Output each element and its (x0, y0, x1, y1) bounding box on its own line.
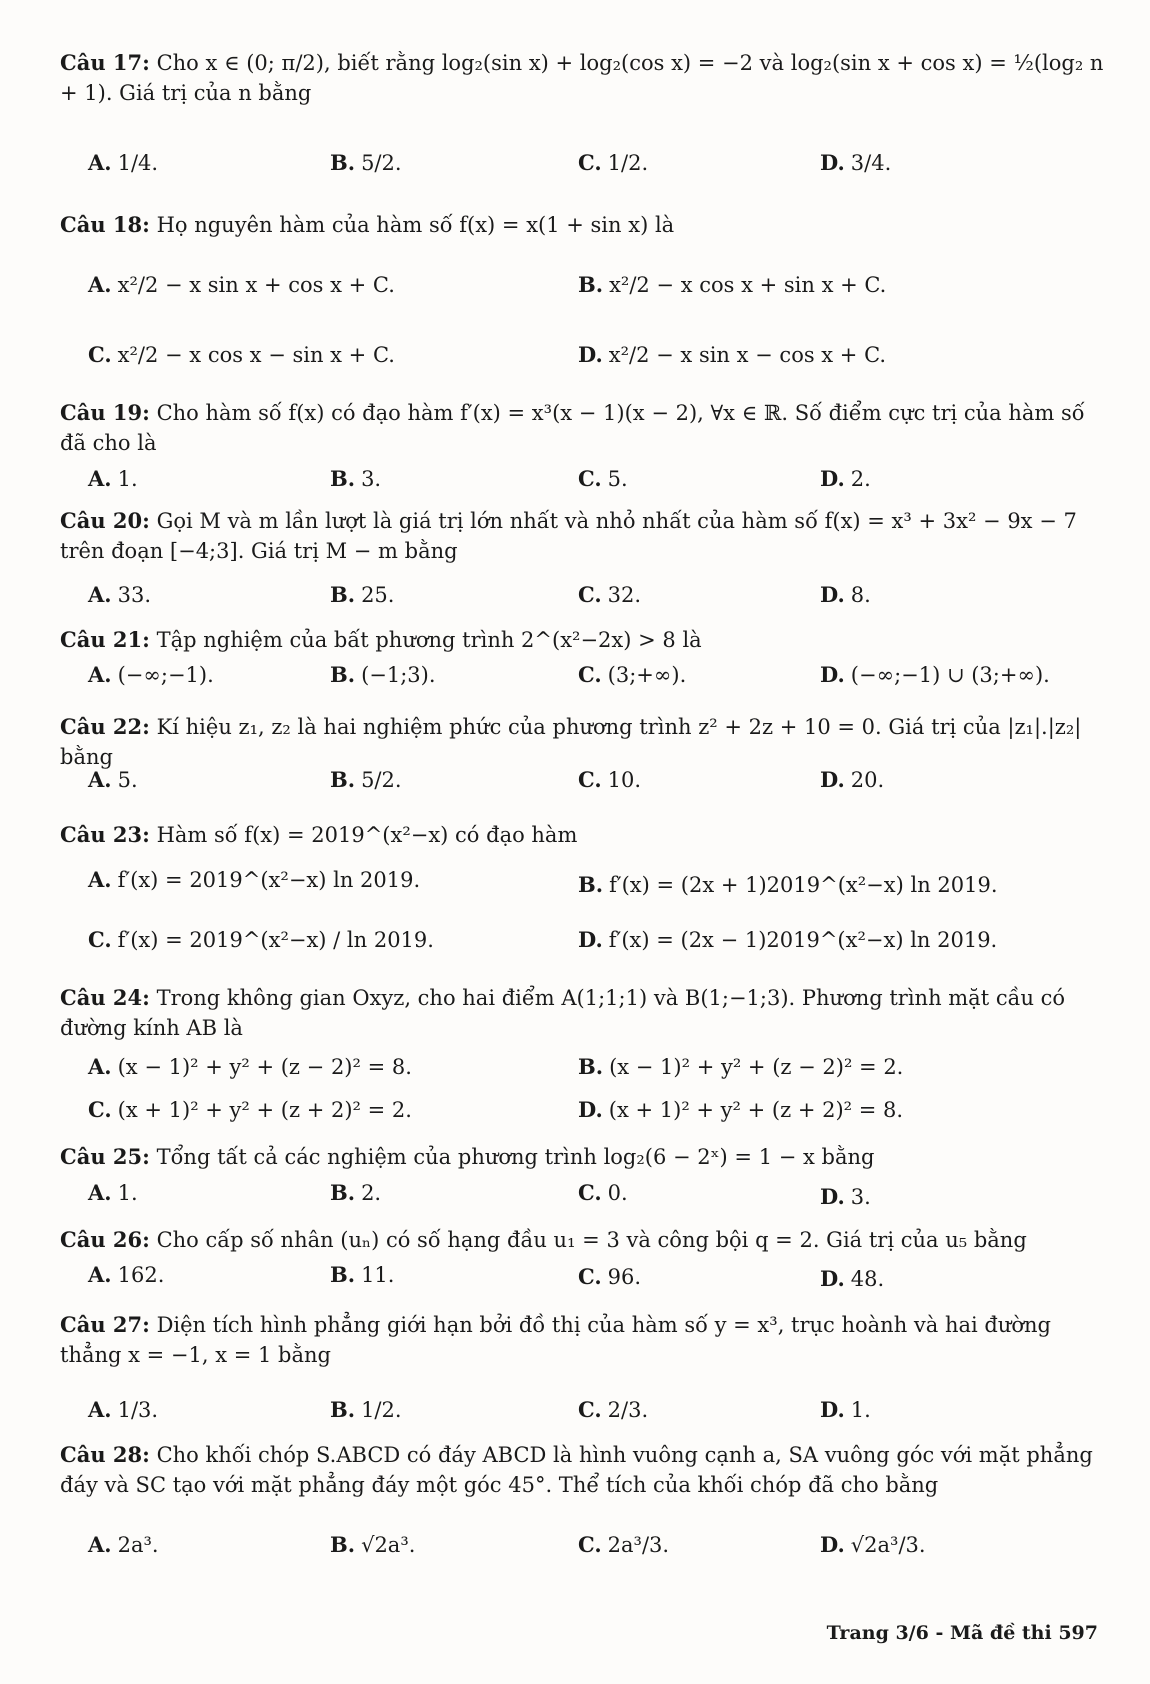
option-22-a: A. 5. (88, 767, 138, 792)
question-26 (60, 1225, 1110, 1255)
option-28-a: A. 2a³. (88, 1532, 159, 1557)
question-text: Diện tích hình phẳng giới hạn bởi đồ thị của hàm số y = x³, trục hoành và hai đường thẳng x = −1, x = 1 bằng (60, 1313, 1051, 1367)
question-19 (60, 398, 1110, 458)
option-19-d: D. 2. (820, 466, 871, 491)
option-27-a: A. 1/3. (88, 1397, 159, 1422)
question-label: Câu 18: (60, 212, 150, 237)
question-label: Câu 27: (60, 1312, 150, 1337)
question-label: Câu 22: (60, 714, 150, 739)
page-footer: Trang 3/6 - Mã đề thi 597 (826, 1622, 1098, 1644)
option-20-a: A. 33. (88, 582, 152, 607)
option-23-a: A. f′(x) = 2019^(x²−x) ln 2019. (88, 867, 421, 892)
question-23 (60, 820, 1110, 850)
option-17-c: C. 1/2. (578, 150, 649, 175)
question-text: Tập nghiệm của bất phương trình 2^(x²−2x) > 8 là (156, 628, 702, 652)
question-text: Cho khối chóp S.ABCD có đáy ABCD là hình vuông cạnh a, SA vuông góc với mặt phẳng đáy và SC tạo với mặt phẳng đáy một góc 45°. Thể tích của khối chóp đã cho bằng (60, 1443, 1093, 1497)
option-24-d: D. (x + 1)² + y² + (z + 2)² = 8. (578, 1097, 904, 1122)
option-24-a: A. (x − 1)² + y² + (z − 2)² = 8. (88, 1054, 412, 1079)
option-20-d: D. 8. (820, 582, 871, 607)
option-26-c: C. 96. (578, 1264, 642, 1289)
question-text: Tổng tất cả các nghiệm của phương trình log₂(6 − 2ˣ) = 1 − x bằng (156, 1145, 875, 1169)
question-text: Cho hàm số f(x) có đạo hàm f′(x) = x³(x − 1)(x − 2), ∀x ∈ ℝ. Số điểm cực trị của hàm số đã cho là (60, 401, 1085, 455)
option-17-d: D. 3/4. (820, 150, 892, 175)
option-21-c: C. (3;+∞). (578, 662, 687, 687)
question-24 (60, 983, 1110, 1043)
option-21-d: D. (−∞;−1) ∪ (3;+∞). (820, 662, 1050, 687)
option-28-b: B. √2a³. (330, 1532, 416, 1557)
question-label: Câu 26: (60, 1227, 150, 1252)
option-20-b: B. 25. (330, 582, 395, 607)
question-25 (60, 1142, 1110, 1172)
option-24-c: C. (x + 1)² + y² + (z + 2)² = 2. (88, 1097, 412, 1122)
option-19-c: C. 5. (578, 466, 628, 491)
option-26-a: A. 162. (88, 1262, 165, 1287)
question-text: Trong không gian Oxyz, cho hai điểm A(1;1;1) và B(1;−1;3). Phương trình mặt cầu có đường kính AB là (60, 986, 1066, 1040)
question-text: Cho cấp số nhân (uₙ) có số hạng đầu u₁ = 3 và công bội q = 2. Giá trị của u₅ bằng (156, 1228, 1027, 1252)
question-28 (60, 1440, 1110, 1500)
option-17-b: B. 5/2. (330, 150, 402, 175)
option-23-c: C. f′(x) = 2019^(x²−x) / ln 2019. (88, 927, 434, 952)
question-27 (60, 1310, 1110, 1370)
question-label: Câu 24: (60, 985, 150, 1010)
option-21-a: A. (−∞;−1). (88, 662, 214, 687)
option-25-d: D. 3. (820, 1184, 871, 1209)
option-18-b: B. x²/2 − x cos x + sin x + C. (578, 272, 887, 297)
question-label: Câu 17: (60, 50, 150, 75)
option-25-a: A. 1. (88, 1180, 138, 1205)
option-18-c: C. x²/2 − x cos x − sin x + C. (88, 342, 395, 367)
option-27-b: B. 1/2. (330, 1397, 402, 1422)
question-label: Câu 19: (60, 400, 150, 425)
option-28-d: D. √2a³/3. (820, 1532, 926, 1557)
option-22-d: D. 20. (820, 767, 885, 792)
option-19-a: A. 1. (88, 466, 138, 491)
question-text: Họ nguyên hàm của hàm số f(x) = x(1 + sin x) là (156, 213, 675, 237)
option-17-a: A. 1/4. (88, 150, 159, 175)
option-28-c: C. 2a³/3. (578, 1532, 670, 1557)
option-20-c: C. 32. (578, 582, 642, 607)
option-22-b: B. 5/2. (330, 767, 402, 792)
question-label: Câu 21: (60, 627, 150, 652)
option-18-d: D. x²/2 − x sin x − cos x + C. (578, 342, 887, 367)
question-22 (60, 712, 1110, 772)
option-24-b: B. (x − 1)² + y² + (z − 2)² = 2. (578, 1054, 904, 1079)
question-label: Câu 23: (60, 822, 150, 847)
option-18-a: A. x²/2 − x sin x + cos x + C. (88, 272, 395, 297)
option-23-d: D. f′(x) = (2x − 1)2019^(x²−x) ln 2019. (578, 927, 998, 952)
question-label: Câu 25: (60, 1144, 150, 1169)
option-27-d: D. 1. (820, 1397, 871, 1422)
question-text: Gọi M và m lần lượt là giá trị lớn nhất và nhỏ nhất của hàm số f(x) = x³ + 3x² − 9x − 7 trên đoạn [−4;3]. Giá trị M − m bằng (60, 509, 1077, 563)
option-22-c: C. 10. (578, 767, 642, 792)
question-text: Hàm số f(x) = 2019^(x²−x) có đạo hàm (156, 823, 578, 847)
option-25-b: B. 2. (330, 1180, 382, 1205)
question-label: Câu 28: (60, 1442, 150, 1467)
question-17 (60, 48, 1110, 108)
question-text: Cho x ∈ (0; π/2), biết rằng log₂(sin x) + log₂(cos x) = −2 và log₂(sin x + cos x) = ½(log₂ n + 1). Giá trị của n bằng (60, 51, 1104, 105)
option-23-b: B. f′(x) = (2x + 1)2019^(x²−x) ln 2019. (578, 872, 998, 897)
question-text: Kí hiệu z₁, z₂ là hai nghiệm phức của phương trình z² + 2z + 10 = 0. Giá trị của |z₁|.|z₂| bằng (60, 715, 1082, 769)
question-21 (60, 625, 1110, 655)
question-label: Câu 20: (60, 508, 150, 533)
option-25-c: C. 0. (578, 1180, 628, 1205)
question-18 (60, 210, 1110, 240)
question-20 (60, 506, 1110, 566)
option-19-b: B. 3. (330, 466, 382, 491)
option-21-b: B. (−1;3). (330, 662, 436, 687)
option-26-d: D. 48. (820, 1266, 885, 1291)
option-27-c: C. 2/3. (578, 1397, 649, 1422)
option-26-b: B. 11. (330, 1262, 395, 1287)
